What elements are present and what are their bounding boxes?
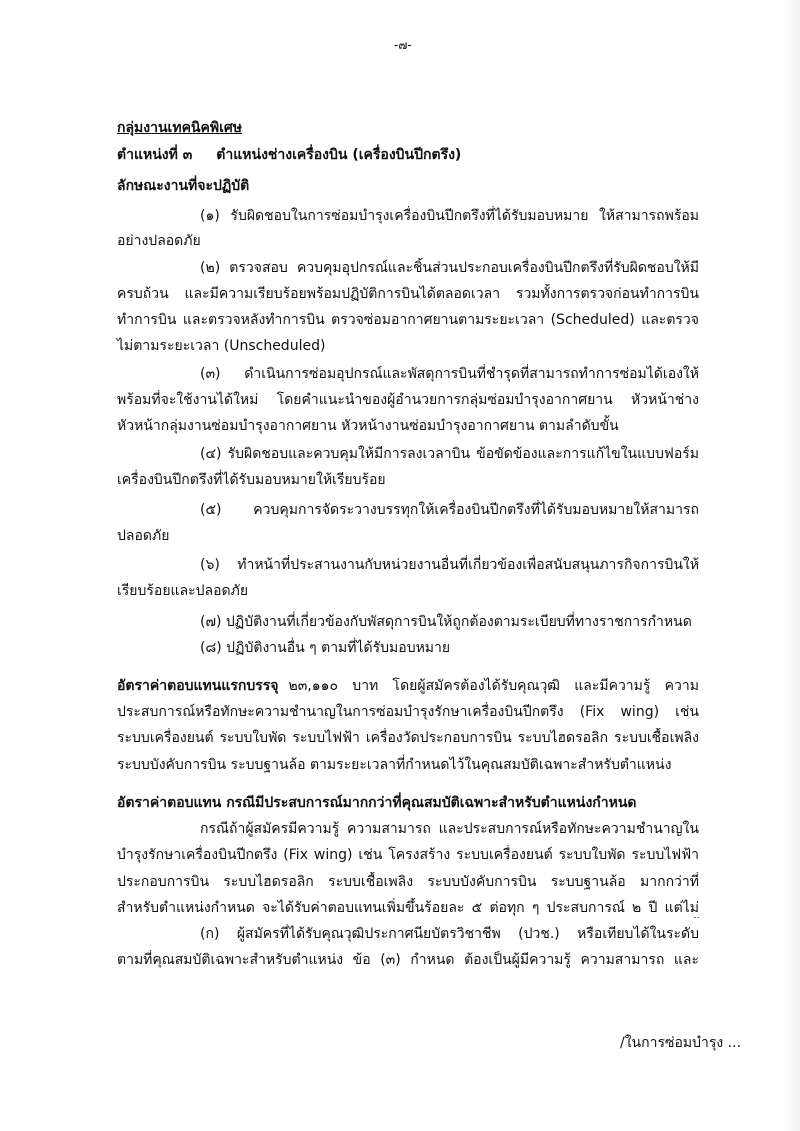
duty-item-line: (๘) ปฏิบัติงานอื่น ๆ ตามที่ได้รับมอบหมาย [200, 640, 451, 656]
group-heading: กลุ่มงานเทคนิคพิเศษ [117, 120, 242, 136]
duties-heading: ลักษณะงานที่จะปฏิบัติ [117, 178, 250, 194]
duty-item-line: (๑) รับผิดชอบในการซ่อมบำรุงเครื่องบินปีกตรึงที่ได้รับมอบหมาย ให้สามารถพร้อม [200, 208, 699, 224]
salary-text: ๒๓,๑๑๐ บาท โดยผู้สมัครต้องได้รับคุณวุฒิ และมีความรู้ ความ [288, 678, 699, 694]
experience-text-line: กรณีถ้าผู้สมัครมีความรู้ ความสามารถ และประสบการณ์หรือทักษะความชำนาญใน [200, 821, 699, 837]
duty-item-line: (๓) ดำเนินการซ่อมอุปกรณ์และพัสดุการบินที่ชำรุดที่สามารถทำการซ่อมได้เองให้ [200, 366, 699, 382]
duty-item-line: ครบถ้วน และมีความเรียบร้อยพร้อมปฏิบัติการบินได้ตลอดเวลา รวมทั้งการตรวจก่อนทำการบิน [117, 286, 699, 302]
duty-item-line: เรียบร้อยและปลอดภัย [117, 583, 249, 599]
experience-text-line: ประกอบการบิน ระบบไฮดรอลิก ระบบเชื้อเพลิง ระบบบังคับการบิน ระบบฐานล้อ มากกว่าที่ [117, 874, 699, 890]
experience-text-line: สำหรับตำแหน่งกำหนด จะได้รับค่าตอบแทนเพิ่มขึ้นร้อยละ ๕ ต่อทุก ๆ ประสบการณ์ ๒ ปี แต่ไม่ [117, 900, 699, 916]
duty-item-line: (๖) ทำหน้าที่ประสานงานกับหน่วยงานอื่นที่เกี่ยวข้องเพื่อสนับสนุนภารกิจการบินให้ [200, 557, 699, 573]
experience-text-line: บำรุงรักษาเครื่องบินปีกตรึง (Fix wing) เช่น โครงสร้าง ระบบเครื่องยนต์ ระบบใบพัด ระบบไฟฟ้า [117, 847, 699, 863]
duty-item-line: (๔) รับผิดชอบและควบคุมให้มีการลงเวลาบิน ข้อขัดข้องและการแก้ไขในแบบฟอร์ม [200, 446, 699, 462]
duty-item-line: เครื่องบินปีกตรึงที่ได้รับมอบหมายให้เรียบร้อย [117, 472, 386, 488]
duty-item-line: ทำการบิน และตรวจหลังทำการบิน ตรวจซ่อมอากาศยานตามระยะเวลา (Scheduled) และตรวจ [117, 312, 699, 328]
position-title: ตำแหน่งช่างเครื่องบิน (เครื่องบินปีกตรึง) [216, 147, 462, 163]
salary-text-line: ประสบการณ์หรือทักษะความชำนาญในการซ่อมบำรุงรักษาเครื่องบินปีกตรึง (Fix wing) เช่น [117, 704, 699, 720]
duty-item-line: ไม่ตามระยะเวลา (Unscheduled) [117, 338, 326, 354]
duty-item-line: ปลอดภัย [117, 528, 170, 544]
position-heading [117, 145, 699, 165]
item-a-line: (ก) ผู้สมัครที่ได้รับคุณวุฒิประกาศนียบัตรวิชาชีพ (ปวช.) หรือเทียบได้ในระดับ [200, 926, 699, 942]
duty-item-line: (๕) ควบคุมการจัดระวางบรรทุกให้เครื่องบินปีกตรึงที่ได้รับมอบหมายให้สามารถ [200, 502, 699, 518]
position-label: ตำแหน่งที่ ๓ [117, 147, 193, 163]
scan-edge-shadow [782, 0, 800, 1131]
item-a-line: ตามที่คุณสมบัติเฉพาะสำหรับตำแหน่ง ข้อ (๓) กำหนด ต้องเป็นผู้มีความรู้ ความสามารถ และ [117, 952, 699, 968]
experience-heading: อัตราค่าตอบแทน กรณีมีประสบการณ์มากกว่าที่คุณสมบัติเฉพาะสำหรับตำแหน่งกำหนด [117, 795, 637, 811]
salary-label: อัตราค่าตอบแทนแรกบรรจุ [117, 678, 279, 694]
salary-text-line: ระบบเครื่องยนต์ ระบบใบพัด ระบบไฟฟ้า เครื่องวัดประกอบการบิน ระบบไฮดรอลิก ระบบเชื้อเพลิง [117, 730, 699, 746]
duty-item-line: อย่างปลอดภัย [117, 233, 201, 249]
duty-item-line: พร้อมที่จะใช้งานได้ใหม่ โดยคำแนะนำของผู้อำนวยการกลุ่มซ่อมบำรุงอากาศยาน หัวหน้าช่าง [117, 392, 699, 408]
continuation-text: /ในการซ่อมบำรุง ... [620, 1035, 742, 1051]
duty-item-line: หัวหน้ากลุ่มงานซ่อมบำรุงอากาศยาน หัวหน้างานซ่อมบำรุงอากาศยาน ตามลำดับขั้น [117, 418, 619, 434]
duty-item-line: (๒) ตรวจสอบ ควบคุมอุปกรณ์และชิ้นส่วนประกอบเครื่องบินปีกตรึงที่รับผิดชอบให้มี [200, 260, 699, 276]
salary-line [117, 676, 699, 696]
salary-text-line: ระบบบังคับการบิน ระบบฐานล้อ ตามระยะเวลาที่กำหนดไว้ในคุณสมบัติเฉพาะสำหรับตำแหน่ง [117, 757, 672, 773]
duty-item-line: (๗) ปฏิบัติงานที่เกี่ยวข้องกับพัสดุการบินให้ถูกต้องตามระเบียบที่ทางราชการกำหนด [200, 614, 692, 630]
page-number: -๗- [394, 38, 412, 52]
